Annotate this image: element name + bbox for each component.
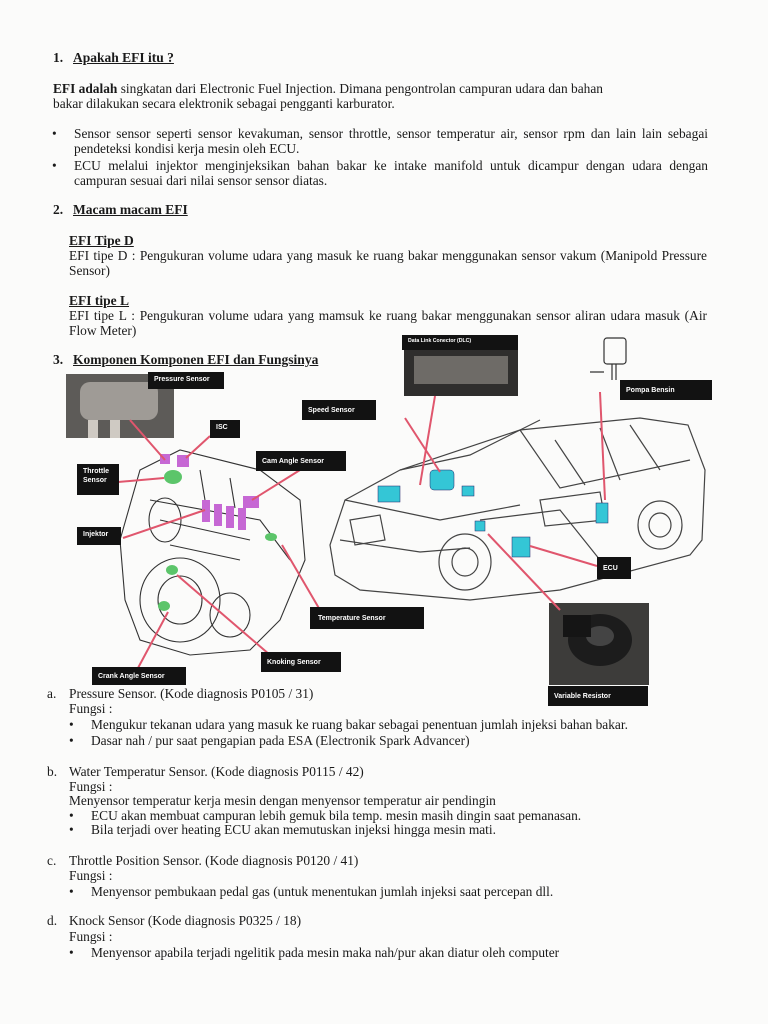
list-item-title: Throttle Position Sensor. (Kode diagnosis P0120 / 41) xyxy=(69,853,359,868)
list-marker: c. xyxy=(47,853,57,868)
list-bullet-text: Bila terjadi over heating ECU akan memutuskan injeksi hingga mesin mati. xyxy=(91,822,496,837)
fungsi-label: Fungsi : xyxy=(69,868,113,883)
label-temperature-sensor: Temperature Sensor xyxy=(310,607,424,629)
label-knoking-sensor: Knoking Sensor xyxy=(261,652,341,672)
label-ecu: ECU xyxy=(597,557,631,579)
bullet-icon: • xyxy=(69,717,74,732)
efi-type-d-heading: EFI Tipe D xyxy=(69,233,134,248)
section-number: 2. xyxy=(53,202,64,217)
label-injektor: Injektor xyxy=(77,527,121,545)
efi-definition-text: singkatan dari Electronic Fuel Injection. Dimana pengontrolan campuran udara dan bahan xyxy=(117,81,603,96)
fungsi-label: Fungsi : xyxy=(69,701,113,716)
list-marker: a. xyxy=(47,686,57,701)
list-bullet-text: Menyensor apabila terjadi ngelitik pada mesin maka nah/pur akan diatur oleh computer xyxy=(91,945,560,960)
section-2-heading xyxy=(53,202,188,218)
bullet-icon: • xyxy=(69,808,74,823)
section-number: 1. xyxy=(53,50,64,65)
engine-outline xyxy=(120,450,305,655)
fungsi-label: Fungsi : xyxy=(69,779,113,794)
list-item-title: Water Temperatur Sensor. (Kode diagnosis P0115 / 42) xyxy=(69,764,364,779)
bullet-icon: • xyxy=(52,126,57,141)
bullet-text: ECU melalui injektor menginjeksikan bahan bakar ke intake manifold untuk dicampur dengan udara dengan campuran sesuai dari nilai sensor sensor diatas. xyxy=(74,158,708,188)
section-title: Macam macam EFI xyxy=(73,202,188,217)
bullet-icon: • xyxy=(69,733,74,748)
bullet-icon: • xyxy=(52,158,57,173)
list-item-title: Knock Sensor (Kode diagnosis P0325 / 18) xyxy=(69,913,302,928)
efi-type-l-text: EFI tipe L : Pengukuran volume udara yang mamsuk ke ruang bakar menggunakan sensor aliran udara masuk (Air Flow Meter) xyxy=(69,308,707,338)
section-number: 3. xyxy=(53,352,64,367)
label-speed-sensor: Speed Sensor xyxy=(302,400,376,420)
list-bullet-text: ECU akan membuat campuran lebih gemuk bila temp. mesin masih dingin saat pemanasan. xyxy=(91,808,582,823)
bullet-icon: • xyxy=(69,945,74,960)
efi-type-d-text: EFI tipe D : Pengukuran volume udara yang masuk ke ruang bakar menggunakan sensor vakum (Manipold Pressure Sensor) xyxy=(69,248,707,278)
efi-components-diagram xyxy=(0,330,768,710)
section-title: Komponen Komponen EFI dan Fungsinya xyxy=(73,352,319,367)
efi-definition xyxy=(53,81,707,111)
list-bullet-text: Mengukur tekanan udara yang masuk ke ruang bakar sebagai penentuan jumlah injeksi bahan bakar. xyxy=(91,717,628,732)
label-dlc: Data Link Conector (DLC) xyxy=(402,335,518,350)
bullet-item xyxy=(52,158,708,188)
list-bullet-text: Dasar nah / pur saat pengapian pada ESA (Electronik Spark Advancer) xyxy=(91,733,470,748)
section-1-heading xyxy=(53,50,174,66)
label-crank-angle-sensor: Crank Angle Sensor xyxy=(92,667,186,685)
section-title: Apakah EFI itu ? xyxy=(73,50,174,65)
fungsi-label: Fungsi : xyxy=(69,929,113,944)
label-pressure-sensor: Pressure Sensor xyxy=(148,372,224,389)
efi-definition-text-2: bakar dilakukan secara elektronik sebagai pengganti karburator. xyxy=(53,96,395,111)
list-marker: b. xyxy=(47,764,58,779)
label-cam-angle-sensor: Cam Angle Sensor xyxy=(256,451,346,471)
label-isc: ISC xyxy=(210,420,240,438)
bullet-icon: • xyxy=(69,822,74,837)
list-marker: d. xyxy=(47,913,58,928)
car-outline xyxy=(330,418,705,600)
list-item-title: Pressure Sensor. (Kode diagnosis P0105 / 31) xyxy=(69,686,314,701)
label-pompa-bensin: Pompa Bensin xyxy=(620,380,712,400)
list-bullet-text: Menyensor pembukaan pedal gas (untuk menentukan jumlah injeksi saat percepan dll. xyxy=(91,884,554,899)
efi-definition-bold: EFI adalah xyxy=(53,81,118,96)
efi-type-l-heading: EFI tipe L xyxy=(69,293,130,308)
bullet-text: Sensor sensor seperti sensor kevakuman, sensor throttle, sensor temperatur air, sensor rpm dan lain lain sebagai pendeteksi kondisi kerja mesin oleh ECU. xyxy=(74,126,708,156)
bullet-icon: • xyxy=(69,884,74,899)
bullet-item xyxy=(52,126,708,156)
list-item-desc: Menyensor temperatur kerja mesin dengan menyensor temperatur air pendingin xyxy=(69,793,496,808)
label-variable-resistor: Variable Resistor xyxy=(548,686,648,706)
label-throttle-sensor: Throttle Sensor xyxy=(77,464,119,495)
